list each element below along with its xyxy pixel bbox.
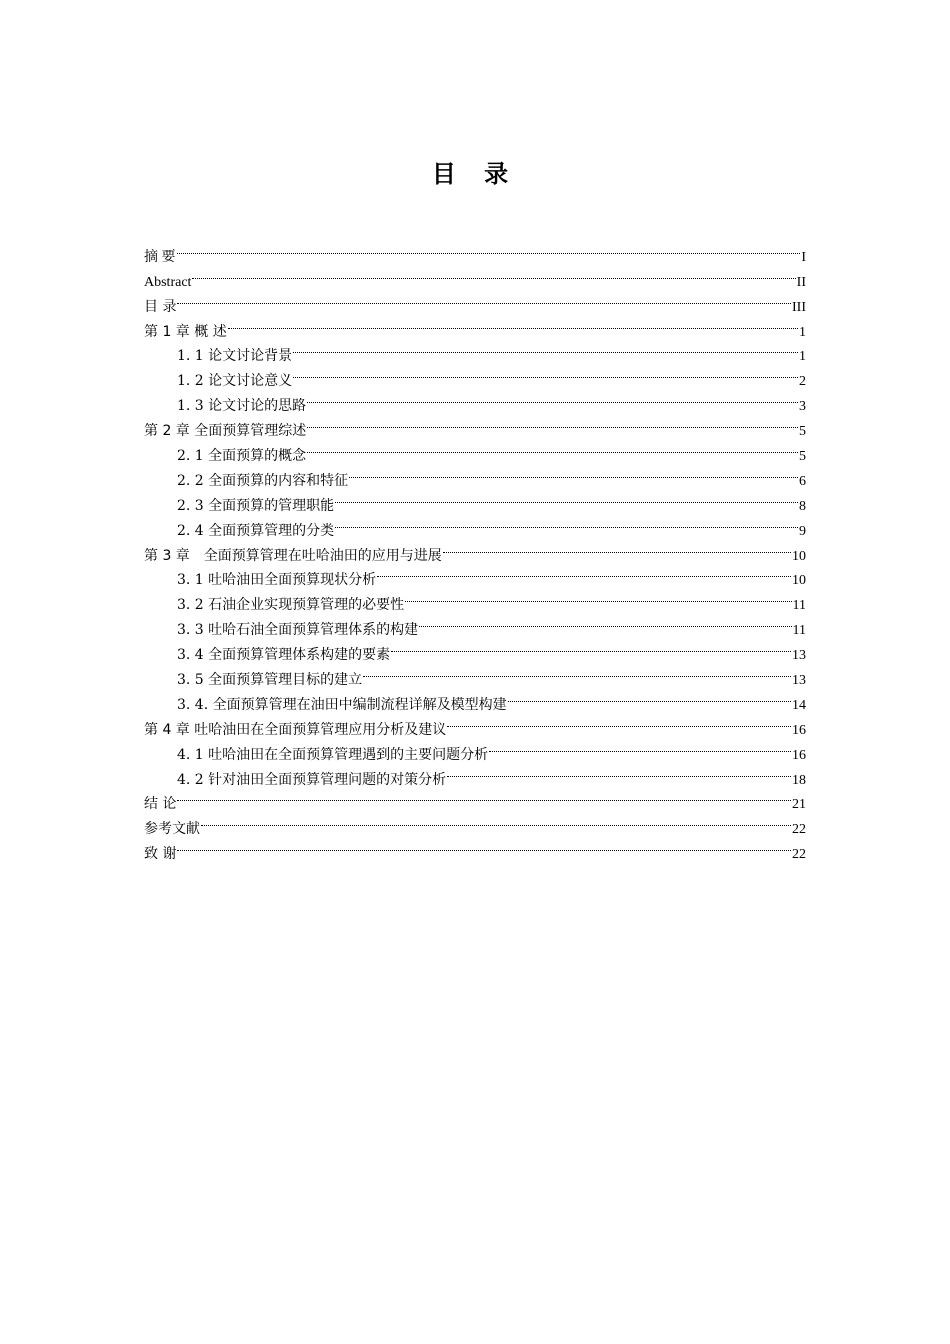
toc-entry-page-number: 16 — [792, 747, 806, 763]
toc-entry-page-number: 22 — [792, 822, 806, 838]
toc-entry-page-number: 3 — [799, 399, 806, 415]
toc-entry-page-number: 2 — [799, 374, 806, 390]
toc-entry[interactable] — [144, 286, 806, 315]
toc-entry-label: 3. 4. 全面预算管理在油田中编制流程详解及模型构建 — [177, 696, 507, 713]
toc-entry-label: 3. 5 全面预算管理目标的建立 — [177, 672, 363, 689]
toc-dot-leader — [363, 659, 791, 684]
toc-entry-label: 结 论 — [144, 796, 177, 813]
toc-entry-page-number: I — [801, 249, 806, 265]
toc-dot-leader — [177, 286, 791, 311]
toc-entry-label: 2. 4 全面预算管理的分类 — [177, 522, 335, 539]
toc-entry-page-number: 13 — [792, 648, 806, 664]
toc-entry-page-number: 10 — [792, 548, 806, 564]
toc-entry-page-number: 11 — [792, 623, 806, 639]
toc-dot-leader — [228, 311, 798, 336]
toc-entry-label: 1. 1 论文讨论背景 — [177, 348, 293, 365]
toc-entry-label: 3. 1 吐哈油田全面预算现状分析 — [177, 572, 377, 589]
toc-entry-label: 摘 要 — [144, 249, 176, 265]
toc-entry-page-number: 11 — [792, 598, 806, 614]
toc-entry-page-number: 21 — [792, 797, 806, 813]
toc-entry-page-number: 1 — [799, 324, 806, 340]
toc-dot-leader — [177, 833, 791, 858]
toc-dot-leader — [293, 360, 798, 385]
toc-entry-label: 第 3 章 全面预算管理在吐哈油田的应用与进展 — [144, 547, 442, 564]
toc-entry-page-number: 5 — [799, 449, 806, 465]
toc-dot-leader — [201, 808, 791, 833]
toc-dot-leader — [447, 759, 791, 784]
toc-entry-label: 第 4 章 吐哈油田在全面预算管理应用分析及建议 — [144, 721, 447, 738]
toc-dot-leader — [307, 435, 798, 460]
toc-entry-page-number: 14 — [792, 697, 806, 713]
toc-entry-label: 第 2 章 全面预算管理综述 — [144, 423, 307, 440]
toc-entry-page-number: 1 — [799, 349, 806, 365]
toc-dot-leader — [508, 684, 791, 709]
toc-dot-leader — [307, 385, 798, 410]
toc-dot-leader — [307, 410, 798, 435]
toc-entry-label: 4. 2 针对油田全面预算管理问题的对策分析 — [177, 771, 447, 788]
toc-dot-leader — [177, 784, 791, 809]
toc-entry-label: 2. 3 全面预算的管理职能 — [177, 497, 335, 514]
toc-dot-leader — [177, 236, 801, 261]
toc-dot-leader — [447, 709, 791, 734]
page-title: 目 录 — [431, 160, 519, 188]
toc-dot-leader — [391, 634, 791, 659]
toc-entry-label: 2. 2 全面预算的内容和特征 — [177, 472, 349, 489]
toc-entry-page-number: 22 — [792, 847, 806, 863]
toc-entry[interactable] — [144, 311, 806, 340]
toc-entry[interactable] — [144, 261, 806, 290]
table-of-contents — [144, 236, 806, 863]
toc-entry-page-number: 5 — [799, 424, 806, 440]
toc-entry-label: 2. 1 全面预算的概念 — [177, 448, 307, 465]
toc-dot-leader — [419, 609, 791, 634]
toc-entry-label: 3. 4 全面预算管理体系构建的要素 — [177, 647, 391, 664]
toc-dot-leader — [335, 510, 798, 535]
toc-entry-label: 第 1 章 概 述 — [144, 323, 227, 340]
toc-entry-label: 1. 2 论文讨论意义 — [177, 373, 293, 390]
toc-entry-page-number: 18 — [792, 772, 806, 788]
toc-entry-page-number: 6 — [799, 473, 806, 489]
toc-entry[interactable] — [144, 808, 806, 838]
toc-entry[interactable] — [144, 336, 806, 365]
toc-entry-label: 参考文献 — [144, 821, 200, 838]
toc-dot-leader — [335, 485, 798, 510]
toc-entry-label: 3. 3 吐哈石油全面预算管理体系的构建 — [177, 622, 419, 639]
toc-entry-page-number: 10 — [792, 573, 806, 589]
toc-dot-leader — [377, 560, 791, 585]
toc-entry-label: 1. 3 论文讨论的思路 — [177, 398, 307, 415]
toc-entry[interactable] — [144, 784, 806, 813]
toc-entry-label: Abstract — [144, 274, 192, 290]
toc-dot-leader — [443, 535, 791, 560]
toc-entry-page-number: 8 — [799, 498, 806, 514]
toc-entry[interactable] — [144, 833, 806, 863]
toc-entry-label: 致 谢 — [144, 846, 177, 863]
toc-entry-page-number: 13 — [792, 673, 806, 689]
toc-entry-label: 4. 1 吐哈油田在全面预算管理遇到的主要问题分析 — [177, 746, 489, 763]
toc-entry-page-number: III — [792, 299, 806, 315]
toc-entry-label: 目 录 — [144, 298, 177, 315]
toc-dot-leader — [349, 460, 798, 485]
toc-entry-label: 3. 2 石油企业实现预算管理的必要性 — [177, 597, 405, 614]
toc-entry-page-number: 9 — [799, 523, 806, 539]
toc-dot-leader — [192, 261, 795, 286]
toc-entry-page-number: 16 — [792, 722, 806, 738]
toc-entry-page-number: II — [796, 274, 806, 290]
toc-dot-leader — [293, 336, 798, 361]
toc-dot-leader — [489, 734, 791, 759]
toc-dot-leader — [405, 584, 791, 609]
toc-entry[interactable] — [144, 236, 806, 265]
